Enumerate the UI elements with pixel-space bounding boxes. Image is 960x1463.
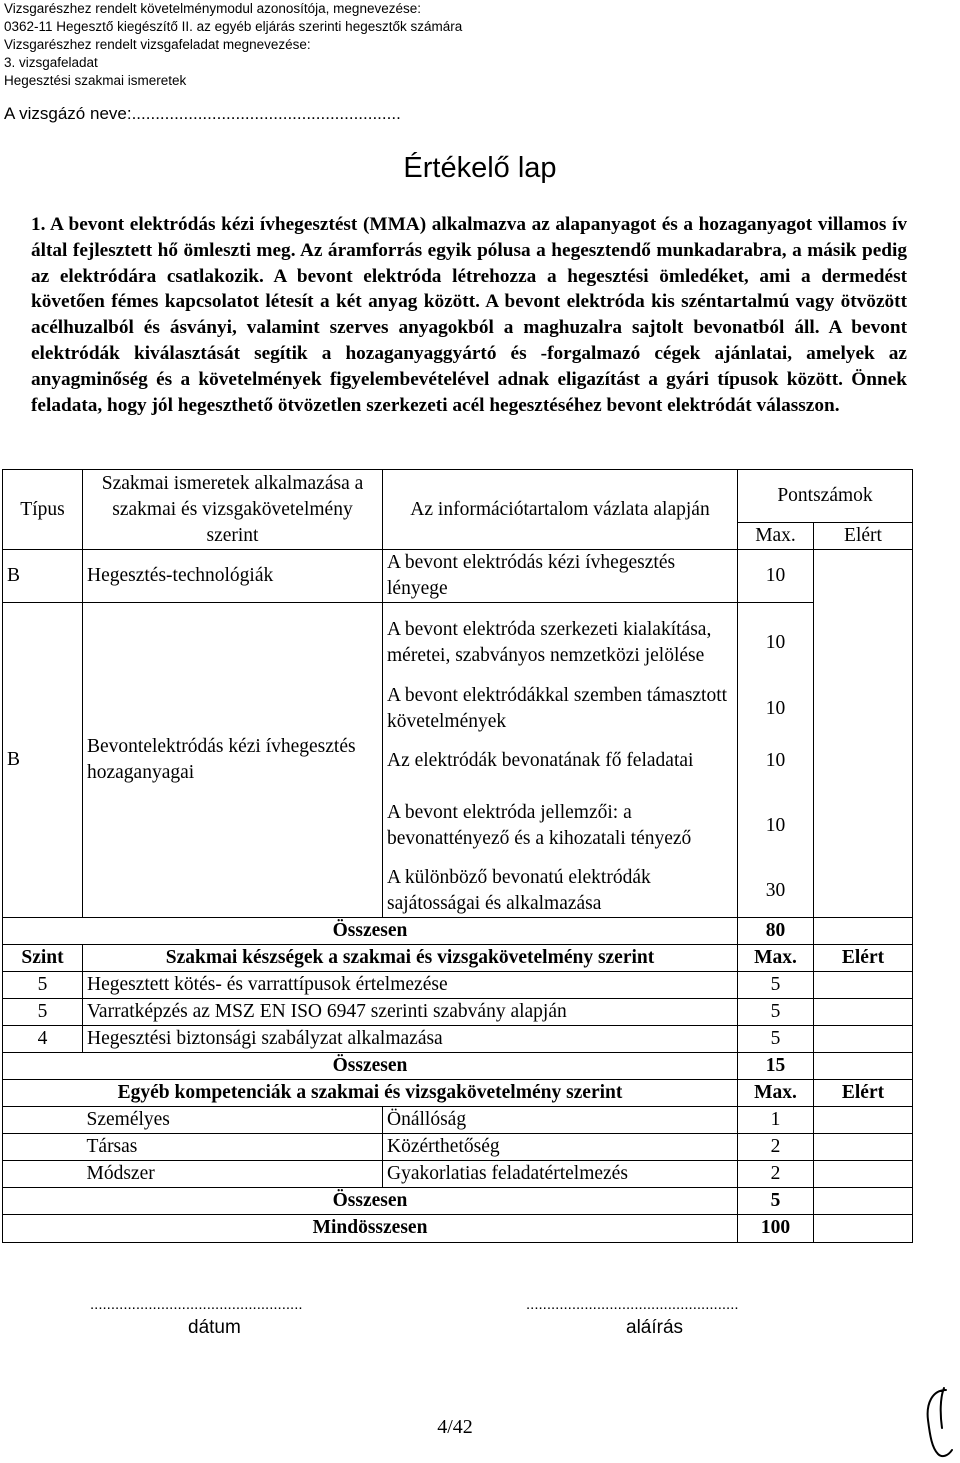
achieved-points-cell[interactable] [814,1106,913,1133]
outline-column-header: Az információtartalom vázlata alapján [383,470,738,550]
grand-total-row [3,1214,913,1242]
skills-header-row [3,944,913,971]
page-title: Értékelő lap [403,152,557,184]
table-row [3,971,913,998]
competency-name-cell: Önállóság [383,1106,738,1133]
max-points-cell: 30 [738,865,814,918]
grand-total-label: Mindösszesen [3,1214,738,1242]
achieved-column-header: Elért [814,1079,913,1106]
outline-cell: A bevont elektródákkal szemben támasztott követelmények [383,683,738,735]
max-points-cell: 2 [738,1133,814,1160]
max-points-cell: 5 [738,1025,814,1052]
max-points-cell: 10 [738,683,814,735]
subtotal-row [3,1052,913,1079]
table-row [3,998,913,1025]
max-points-cell: 2 [738,1160,814,1187]
skill-cell: Hegesztési biztonsági szabályzat alkalmazása [83,1025,738,1052]
max-points-cell: 10 [738,735,814,787]
achieved-points-cell[interactable] [814,550,913,918]
page-number: 4/42 [437,1416,473,1438]
level-cell: 4 [3,1025,83,1052]
subtotal-label: Összesen [3,917,738,944]
subtotal-label: Összesen [3,1052,738,1079]
header-line: Vizsgarészhez rendelt követelménymodul azonosítója, megnevezése: [4,1,421,16]
max-column-header: Max. [738,523,814,550]
outline-cell: Az elektródák bevonatának fő feladatai [383,735,738,787]
level-cell: 5 [3,998,83,1025]
type-column-header: Típus [3,470,83,550]
max-points-cell: 5 [738,998,814,1025]
outline-cell: A különböző bevonatú elektródák sajátosságai és alkalmazása [383,865,738,918]
max-points-cell: 1 [738,1106,814,1133]
achieved-points-cell[interactable] [814,1052,913,1079]
header-line: Hegesztési szakmai ismeretek [4,73,187,88]
achieved-points-cell[interactable] [814,998,913,1025]
document-header [4,0,462,90]
subtotal-row [3,917,913,944]
max-points-cell: 10 [738,603,814,683]
achieved-column-header: Elért [814,523,913,550]
topic-cell: Bevontelektródás kézi ívhegesztés hozaganyagai [83,603,383,918]
header-line: Vizsgarészhez rendelt vizsgafeladat megnevezése: [4,37,311,52]
date-label: dátum [188,1317,241,1338]
subtotal-value: 15 [738,1052,814,1079]
competency-name-cell: Gyakorlatias feladatértelmezés [383,1160,738,1187]
table-row [3,1106,913,1133]
max-points-cell: 10 [738,787,814,865]
achieved-points-cell[interactable] [814,1214,913,1242]
competency-category-cell: Módszer [83,1160,383,1187]
achieved-points-cell[interactable] [814,1187,913,1214]
table-header-row [3,470,913,523]
achieved-points-cell[interactable] [814,1025,913,1052]
competency-category-cell: Társas [83,1133,383,1160]
evaluation-table [2,469,913,1243]
max-points-cell: 10 [738,550,814,603]
table-row [3,603,913,683]
examinee-name-line: A vizsgázó neve:......................................................... [4,104,401,123]
max-column-header: Max. [738,944,814,971]
signature-label: aláírás [626,1317,684,1338]
points-column-header: Pontszámok [738,470,913,523]
task-description: 1. A bevont elektródás kézi ívhegesztést (MMA) alkalmazva az alapanyagot és a hozaganyagot villamos ív által fejlesztett hő ömleszti meg. Az áramforrás egyik pólusa a hegesztendő munkadarabra, a másik pedig az elektródára csatlakozik. A bevont elektróda létrehozza a hegesztési ömledéket, ami a dermedést követően fémes kapcsolatot létesít a két anyag között. A bevont elektróda kis széntartalmú vagy ötvözött acélhuzalból és ásványi, valamint szerves anyagokból a maghuzalra sajtolt bevonatból áll. A bevont elektródák kiválasztását segítik a hozaganyaggyártó és -forgalmazó cégek ajánlatai, amelyek az anyagminőség és a követelmények figyelembevételével adnak eligazítást a gyári típusok között. Önnek feladata, hogy jól hegeszthető ötvözetlen szerkezeti acél hegesztéséhez bevont elektródát válasszon. [31,214,907,416]
handwritten-initial [918,1384,958,1460]
outline-cell: A bevont elektróda szerkezeti kialakítása, méretei, szabványos nemzetközi jelölése [383,603,738,683]
subtotal-row [3,1187,913,1214]
header-line: 0362-11 Hegesztő kiegészítő II. az egyéb eljárás szerinti hegesztők számára [4,19,463,34]
skill-cell: Varratképzés az MSZ EN ISO 6947 szerinti szabvány alapján [83,998,738,1025]
competencies-header-row [3,1079,913,1106]
competency-category-cell: Személyes [83,1106,383,1133]
achieved-points-cell[interactable] [814,917,913,944]
level-column-header: Szint [3,944,83,971]
competency-name-cell: Közérthetőség [383,1133,738,1160]
date-dotted-line[interactable]: ................................................... [90,1296,303,1313]
competencies-column-header: Egyéb kompetenciák a szakmai és vizsgakövetelmény szerint [3,1079,738,1106]
max-column-header: Max. [738,1079,814,1106]
skills-column-header: Szakmai készségek a szakmai és vizsgakövetelmény szerint [83,944,738,971]
subtotal-value: 80 [738,917,814,944]
subtotal-label: Összesen [3,1187,738,1214]
topic-cell: Hegesztés-technológiák [83,550,383,603]
achieved-points-cell[interactable] [814,1133,913,1160]
table-row [3,1160,913,1187]
max-points-cell: 5 [738,971,814,998]
knowledge-column-header: Szakmai ismeretek alkalmazása a szakmai és vizsgakövetelmény szerint [83,470,383,550]
type-cell: B [3,550,83,603]
achieved-column-header: Elért [814,944,913,971]
skill-cell: Hegesztett kötés- és varrattípusok értelmezése [83,971,738,998]
achieved-points-cell[interactable] [814,1160,913,1187]
signature-dotted-line[interactable]: ................................................... [526,1296,739,1313]
table-row [3,1133,913,1160]
grand-total-value: 100 [738,1214,814,1242]
outline-cell: A bevont elektróda jellemzői: a bevonattényező és a kihozatali tényező [383,787,738,865]
level-cell: 5 [3,971,83,998]
type-cell: B [3,603,83,918]
header-line: 3. vizsgafeladat [4,55,98,70]
table-row [3,550,913,603]
achieved-points-cell[interactable] [814,971,913,998]
outline-cell: A bevont elektródás kézi ívhegesztés lényege [383,550,738,603]
table-row [3,1025,913,1052]
subtotal-value: 5 [738,1187,814,1214]
